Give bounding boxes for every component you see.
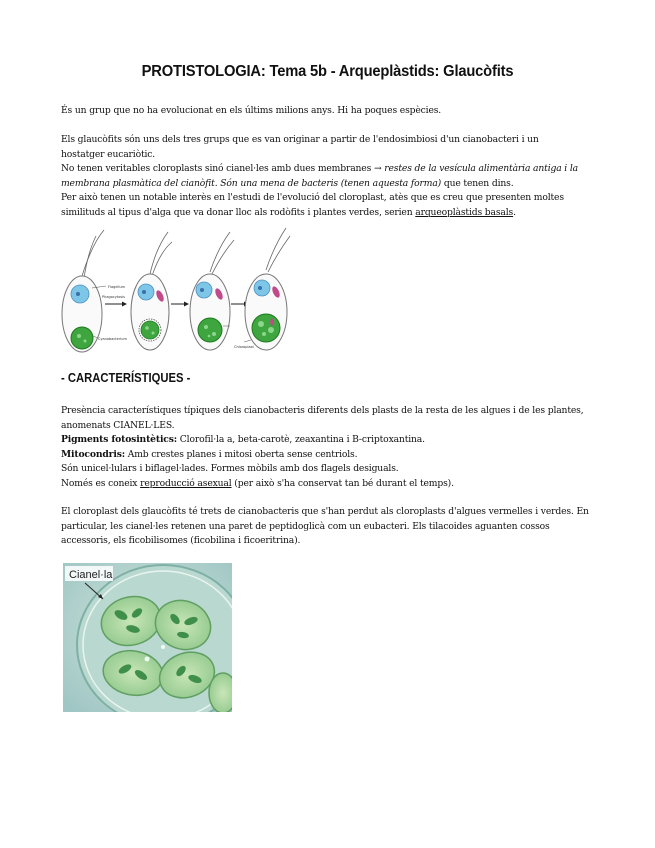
- page-title: PROTISTOLOGIA: Tema 5b - Arqueplàstids: Glaucòfits: [141, 63, 514, 80]
- cell-stage-4: [234, 228, 290, 350]
- text-line: [61, 433, 591, 448]
- underlined-term: reproducció asexual: [140, 477, 232, 489]
- diagram-label: Flagellum: [108, 285, 126, 289]
- diagram-label: Cyanobacterium: [98, 337, 127, 341]
- text-line: Els glaucòfits són uns dels tres grups que es van originar a partir de l'endosimbiosi d'un cianobacteri i un: [61, 134, 539, 145]
- text-span: Amb crestes planes i mitosi oberta sense centriols.: [124, 448, 358, 460]
- cyanelle-micrograph: [63, 563, 232, 712]
- text-line: Són unicel·lulars i biflagel·lades. Formes mòbils amb dos flagels desiguals.: [61, 463, 399, 474]
- text-span: No tenen veritables cloroplasts sinó cianel·les amb dues membranes: [61, 163, 374, 174]
- text-line: [61, 477, 591, 492]
- text-line: [61, 206, 591, 221]
- text-span: (per això s'ha conservat tan bé durant el temps).: [231, 477, 454, 489]
- text-line: particular, les cianel·les retenen una paret de peptidoglicà com un eubacteri. Els tilacoides aguanten cossos: [61, 520, 550, 532]
- text-line: accessoris, els ficobilisomes (ficobilina i ficoeritrina).: [61, 535, 301, 546]
- text-span: .: [513, 206, 516, 218]
- text-span: restes de la vesícula alimentària antiga i la: [381, 163, 578, 174]
- text-line: hostatger eucariòtic.: [61, 148, 156, 160]
- arrow-icon: [102, 295, 127, 307]
- text-span: que tenen dins.: [441, 177, 514, 189]
- arrow-icon: →: [373, 163, 382, 174]
- cell-stage-3: [190, 232, 234, 350]
- text-line: anomenats CIANEL·LES.: [61, 419, 175, 431]
- section-heading: - CARACTERÍSTIQUES -: [61, 371, 191, 385]
- text-line: [61, 162, 591, 177]
- underlined-term: arqueoplàstids basals: [415, 206, 514, 218]
- arrow-icon: [171, 302, 189, 307]
- diagram-label: Phagocytosis: [102, 295, 125, 299]
- text-span: Mitocondris:: [61, 448, 125, 460]
- diagram-label: Chloroplast: [234, 345, 254, 349]
- cell-stage-2: [131, 232, 172, 350]
- text-line: El cloroplast dels glaucòfits té trets de cianobacteris que s'han perdut als cloroplasts d'algues vermelles i verdes. En: [61, 506, 589, 517]
- text-span: similituds al tipus d'alga que va donar lloc als rodòfits i plantes verdes, serien: [61, 206, 416, 218]
- text-line: [61, 177, 591, 192]
- text-line: Per això tenen un notable interès en l'estudi de l'evolució del cloroplast, atès que es creu que presenten moltes: [61, 192, 564, 203]
- intro-paragraph: És un grup que no ha evolucionat en els últims milions anys. Hi ha poques espècies.: [61, 105, 442, 116]
- text-line: [61, 448, 591, 463]
- origin-paragraph: [61, 133, 591, 220]
- text-line: Presència característiques típiques dels cianobacteris diferents dels plasts de la resta de les algues i de les plantes,: [61, 405, 584, 416]
- text-span: Només es coneix: [61, 477, 141, 489]
- text-span: Clorofil·la a, beta-carotè, zeaxantina i B-criptoxantina.: [177, 434, 425, 445]
- micrograph-label: Cianel·la: [69, 569, 113, 581]
- endosymbiosis-diagram: [58, 226, 298, 354]
- chloroplast-paragraph: [61, 505, 591, 549]
- features-paragraph: [61, 404, 591, 491]
- text-span: membrana plasmàtica del cianòfit. Són una mena de bacteris (tenen aquesta forma): [61, 177, 442, 189]
- cell-stage-1: [62, 230, 127, 352]
- text-span: Pigments fotosintètics:: [61, 434, 178, 445]
